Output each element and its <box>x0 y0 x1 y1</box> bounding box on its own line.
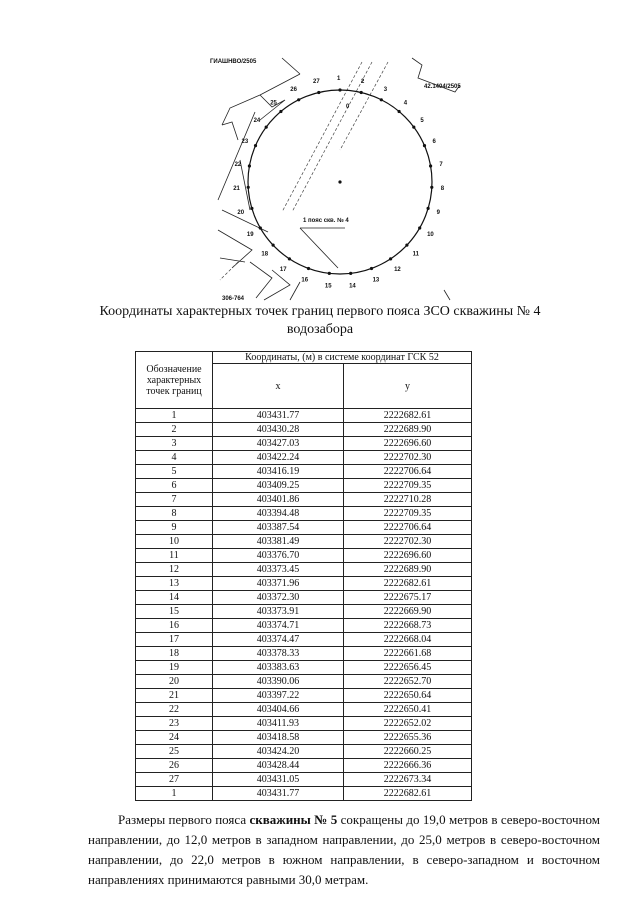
boundary-point-label: 14 <box>349 283 356 290</box>
cell-y: 2222661.68 <box>344 647 472 661</box>
boundary-point-marker <box>370 267 373 270</box>
paragraph-text-end: сокращены до 19,0 метров в северо-восточном направлении, до 12,0 метров в западном направлении, до 25,0 метров в северо-восточном направлении, до 22,0 метров в южном направлении, в северо-западном и восточном направлениях принимаются равными 30,0 метрам. <box>88 812 600 887</box>
header-x: x <box>213 364 344 409</box>
cell-y: 2222709.35 <box>344 507 472 521</box>
boundary-point-label: 25 <box>270 100 277 107</box>
well-number: 0 <box>346 104 350 110</box>
table-row <box>136 479 472 493</box>
map-center-label: 1 пояс скв. № 4 <box>303 218 349 224</box>
cell-point: 20 <box>136 675 213 689</box>
road-lines <box>220 62 388 280</box>
boundary-point-marker <box>349 272 352 275</box>
table-row <box>136 773 472 787</box>
cell-y: 2222668.73 <box>344 619 472 633</box>
cell-point: 18 <box>136 647 213 661</box>
cell-x: 403390.06 <box>213 675 344 689</box>
cell-point: 3 <box>136 437 213 451</box>
cell-y: 2222710.28 <box>344 493 472 507</box>
cell-x: 403381.49 <box>213 535 344 549</box>
paragraph-bold-well: скважины № 5 <box>249 812 338 827</box>
cell-x: 403373.91 <box>213 605 344 619</box>
zone-size-paragraph <box>88 810 600 890</box>
table-row <box>136 619 472 633</box>
cell-x: 403430.28 <box>213 423 344 437</box>
cell-y: 2222682.61 <box>344 787 472 801</box>
cell-x: 403372.30 <box>213 591 344 605</box>
table-row <box>136 493 472 507</box>
map-label-top-right: 42.1404/2505 <box>424 84 461 90</box>
table-row <box>136 549 472 563</box>
boundary-point-marker <box>412 126 415 129</box>
boundary-point-label: 1 <box>337 76 341 82</box>
cell-y: 2222696.60 <box>344 549 472 563</box>
cell-x: 403418.58 <box>213 731 344 745</box>
boundary-point-marker <box>360 91 363 94</box>
table-row <box>136 759 472 773</box>
coordinates-table-body <box>136 409 472 801</box>
boundary-point-marker <box>380 98 383 101</box>
cell-x: 403374.71 <box>213 619 344 633</box>
boundary-point-label: 17 <box>279 266 287 273</box>
table-row <box>136 661 472 675</box>
boundary-point-label: 12 <box>394 266 401 273</box>
cell-y: 2222706.64 <box>344 465 472 479</box>
boundary-point-label: 16 <box>301 277 309 284</box>
boundary-point-label: 23 <box>241 138 249 145</box>
boundary-point-marker <box>423 144 426 147</box>
cell-point: 9 <box>136 521 213 535</box>
boundary-point-marker <box>317 91 320 94</box>
cell-point: 7 <box>136 493 213 507</box>
boundary-point-label: 10 <box>427 232 434 238</box>
cell-x: 403424.20 <box>213 745 344 759</box>
parcel-lines <box>218 58 460 300</box>
cell-x: 403431.77 <box>213 409 344 423</box>
cell-x: 403428.44 <box>213 759 344 773</box>
cell-point: 6 <box>136 479 213 493</box>
cell-point: 1 <box>136 409 213 423</box>
boundary-point-marker <box>248 164 251 167</box>
cell-point: 26 <box>136 759 213 773</box>
boundary-point-label: 22 <box>234 161 242 168</box>
cell-point: 21 <box>136 689 213 703</box>
cell-point: 25 <box>136 745 213 759</box>
header-point-designation: Обозначение характерных точек границ <box>136 352 213 409</box>
table-row <box>136 577 472 591</box>
table-row <box>136 689 472 703</box>
cell-y: 2222650.41 <box>344 703 472 717</box>
table-row <box>136 647 472 661</box>
boundary-point-marker <box>418 226 421 229</box>
cell-x: 403416.19 <box>213 465 344 479</box>
header-y: y <box>344 364 472 409</box>
cell-point: 2 <box>136 423 213 437</box>
boundary-point-marker <box>272 244 275 247</box>
coordinates-table <box>135 351 472 801</box>
boundary-point-label: 2 <box>361 78 365 85</box>
cell-x: 403373.45 <box>213 563 344 577</box>
cell-y: 2222689.90 <box>344 563 472 577</box>
cell-point: 13 <box>136 577 213 591</box>
cell-y: 2222655.36 <box>344 731 472 745</box>
boundary-point-marker <box>288 257 291 260</box>
boundary-point-label: 9 <box>436 209 440 216</box>
table-row <box>136 409 472 423</box>
cell-x: 403374.47 <box>213 633 344 647</box>
cell-point: 4 <box>136 451 213 465</box>
table-row <box>136 605 472 619</box>
table-row <box>136 717 472 731</box>
boundary-point-label: 8 <box>440 186 445 192</box>
table-row <box>136 507 472 521</box>
cell-x: 403409.25 <box>213 479 344 493</box>
table-row <box>136 591 472 605</box>
cell-point: 11 <box>136 549 213 563</box>
boundary-point-marker <box>247 186 250 189</box>
boundary-point-marker <box>265 126 268 129</box>
cell-y: 2222682.61 <box>344 409 472 423</box>
boundary-point-marker <box>254 144 257 147</box>
cell-point: 16 <box>136 619 213 633</box>
paragraph-text-start: Размеры первого пояса <box>118 812 250 827</box>
cell-x: 403422.24 <box>213 451 344 465</box>
cell-point: 27 <box>136 773 213 787</box>
cell-x: 403376.70 <box>213 549 344 563</box>
cell-y: 2222669.90 <box>344 605 472 619</box>
cell-x: 403387.54 <box>213 521 344 535</box>
boundary-point-label: 13 <box>372 277 380 284</box>
cell-point: 19 <box>136 661 213 675</box>
boundary-point-marker <box>297 98 300 101</box>
cell-point: 15 <box>136 605 213 619</box>
cell-y: 2222673.34 <box>344 773 472 787</box>
well-zone-map <box>0 0 640 305</box>
table-row <box>136 703 472 717</box>
well-marker <box>338 180 341 183</box>
cell-x: 403371.96 <box>213 577 344 591</box>
boundary-point-marker <box>429 164 432 167</box>
cell-point: 10 <box>136 535 213 549</box>
boundary-point-label: 4 <box>403 100 408 107</box>
header-coordinates: Координаты, (м) в системе координат ГСК 52 <box>213 352 472 364</box>
cell-point: 23 <box>136 717 213 731</box>
cell-y: 2222702.30 <box>344 535 472 549</box>
cell-x: 403397.22 <box>213 689 344 703</box>
cell-y: 2222668.04 <box>344 633 472 647</box>
boundary-point-marker <box>307 267 310 270</box>
cell-y: 2222650.64 <box>344 689 472 703</box>
map-label-bottom-left: 306-764 <box>222 296 245 302</box>
cell-y: 2222675.17 <box>344 591 472 605</box>
cell-point: 14 <box>136 591 213 605</box>
boundary-point-marker <box>279 110 282 113</box>
cell-point: 5 <box>136 465 213 479</box>
cell-point: 1 <box>136 787 213 801</box>
boundary-point-marker <box>405 244 408 247</box>
table-row <box>136 745 472 759</box>
boundary-point-label: 21 <box>233 186 240 192</box>
cell-point: 24 <box>136 731 213 745</box>
cell-x: 403394.48 <box>213 507 344 521</box>
boundary-point-label: 6 <box>432 138 436 145</box>
cell-y: 2222652.70 <box>344 675 472 689</box>
cell-x: 403383.63 <box>213 661 344 675</box>
cell-y: 2222706.64 <box>344 521 472 535</box>
cell-y: 2222656.45 <box>344 661 472 675</box>
cell-y: 2222709.35 <box>344 479 472 493</box>
table-row <box>136 787 472 801</box>
boundary-point-label: 26 <box>290 87 297 94</box>
table-row <box>136 521 472 535</box>
map-label-top-left: ГИАШНВО/2505 <box>210 59 257 65</box>
boundary-point-label: 15 <box>324 283 332 290</box>
cell-x: 403411.93 <box>213 717 344 731</box>
boundary-point-label: 24 <box>253 117 261 124</box>
table-title: Координаты характерных точек границ первого пояса ЗСО скважины № 4 <box>99 304 541 319</box>
cell-x: 403401.86 <box>213 493 344 507</box>
cell-point: 22 <box>136 703 213 717</box>
cell-point: 8 <box>136 507 213 521</box>
table-title-continuation: водозабора <box>286 322 354 337</box>
cell-y: 2222689.90 <box>344 423 472 437</box>
boundary-point-marker <box>398 110 401 113</box>
cell-point: 17 <box>136 633 213 647</box>
cell-y: 2222660.25 <box>344 745 472 759</box>
cell-x: 403378.33 <box>213 647 344 661</box>
boundary-point-label: 11 <box>412 251 419 258</box>
boundary-point-marker <box>259 226 262 229</box>
cell-y: 2222666.36 <box>344 759 472 773</box>
table-row <box>136 731 472 745</box>
cell-y: 2222702.30 <box>344 451 472 465</box>
boundary-point-marker <box>250 207 253 210</box>
table-row <box>136 675 472 689</box>
boundary-point-label: 20 <box>237 209 245 216</box>
cell-y: 2222696.60 <box>344 437 472 451</box>
table-row <box>136 423 472 437</box>
table-row <box>136 535 472 549</box>
boundary-point-marker <box>430 186 433 189</box>
table-row <box>136 437 472 451</box>
boundary-point-label: 3 <box>383 87 388 94</box>
cell-x: 403404.66 <box>213 703 344 717</box>
table-row <box>136 563 472 577</box>
boundary-point-label: 5 <box>420 117 424 124</box>
cell-y: 2222652.02 <box>344 717 472 731</box>
cell-y: 2222682.61 <box>344 577 472 591</box>
cell-x: 403427.03 <box>213 437 344 451</box>
boundary-point-label: 27 <box>313 78 320 85</box>
table-row <box>136 465 472 479</box>
boundary-point-marker <box>427 207 430 210</box>
table-row <box>136 451 472 465</box>
table-row <box>136 633 472 647</box>
cell-x: 403431.77 <box>213 787 344 801</box>
cell-x: 403431.05 <box>213 773 344 787</box>
boundary-point-marker <box>328 272 331 275</box>
cell-point: 12 <box>136 563 213 577</box>
boundary-point-label: 18 <box>261 251 269 258</box>
boundary-point-marker <box>338 88 341 91</box>
boundary-point-marker <box>389 257 392 260</box>
boundary-point-label: 7 <box>439 161 443 168</box>
boundary-point-label: 19 <box>246 232 254 238</box>
